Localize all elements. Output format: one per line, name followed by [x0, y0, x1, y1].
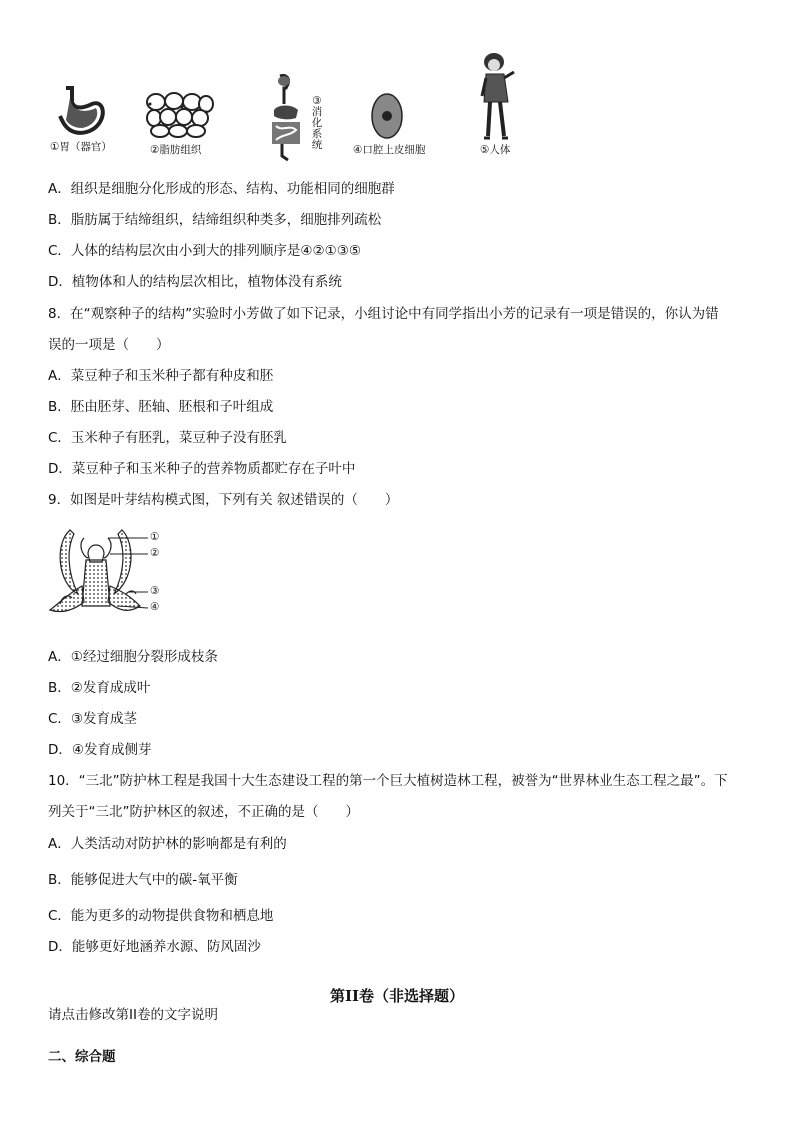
fat-tissue-label: ②脂肪组织 [150, 144, 202, 156]
q10-option-d: D．能够更好地涵养水源、防风固沙 [48, 939, 261, 955]
q7-option-d: D．植物体和人的结构层次相比，植物体没有系统 [48, 274, 342, 290]
q8-stem-line1: 8．在“观察种子的结构”实验时小芳做了如下记录，小组讨论中有同学指出小芳的记录有一项是错误的，你认为错 [48, 306, 719, 322]
q10-option-c: C．能为更多的动物提供食物和栖息地 [48, 908, 274, 924]
q10-stem-line2: 列关于“三北”防护林区的叙述，不正确的是（ ） [48, 804, 359, 820]
stomach-illustration [58, 86, 106, 138]
q9-option-c: C．③发育成茎 [48, 711, 138, 727]
digestive-label-4: 系 [311, 128, 323, 140]
human-figure-illustration [476, 52, 520, 142]
leaf-bud-label-4: ④ [150, 601, 160, 613]
q9-option-b: B．②发育成成叶 [48, 680, 151, 696]
q9-option-a: A．①经过细胞分裂形成枝条 [48, 649, 218, 665]
digestive-label-2: 消 [311, 106, 323, 118]
section-heading: 二、综合题 [48, 1049, 116, 1065]
q9-option-d: D．④发育成侧芽 [48, 742, 152, 758]
q8-option-b: B．胚由胚芽、胚轴、胚根和子叶组成 [48, 399, 274, 415]
q8-stem-line2: 误的一项是（ ） [48, 337, 170, 353]
digestive-label-3: 化 [311, 117, 323, 129]
q7-option-c: C．人体的结构层次由小到大的排列顺序是④②①③⑤ [48, 243, 361, 259]
epithelial-cell-label: ④口腔上皮细胞 [353, 144, 426, 156]
digestive-label-5: 统 [311, 139, 323, 151]
q10-option-a: A．人类活动对防护林的影响都是有利的 [48, 836, 287, 852]
stomach-label: ①胃（器官） [50, 141, 112, 153]
leaf-bud-label-1: ① [150, 531, 160, 543]
q8-option-c: C．玉米种子有胚乳，菜豆种子没有胚乳 [48, 430, 287, 446]
q9-stem: 9．如图是叶芽结构模式图，下列有关 叙述错误的（ ） [48, 492, 399, 508]
section-note: 请点击修改第II卷的文字说明 [48, 1007, 218, 1023]
fat-tissue-illustration [146, 92, 214, 138]
q8-option-d: D．菜豆种子和玉米种子的营养物质都贮存在子叶中 [48, 461, 356, 477]
q7-option-a: A．组织是细胞分化形成的形态、结构、功能相同的细胞群 [48, 181, 395, 197]
leaf-bud-label-2: ② [150, 547, 160, 559]
digestive-label-1: ③ [312, 95, 322, 107]
digestive-system-illustration [266, 74, 306, 162]
epithelial-cell-illustration [370, 92, 404, 140]
q8-option-a: A．菜豆种子和玉米种子都有种皮和胚 [48, 368, 274, 384]
q10-stem-line1: 10．“三北”防护林工程是我国十大生态建设工程的第一个巨大植树造林工程，被誉为“世界林业生态工程之最”。下 [48, 773, 728, 789]
leaf-bud-label-3: ③ [150, 585, 160, 597]
section-title: 第II卷（非选择题） [329, 987, 465, 1005]
q7-option-b: B．脂肪属于结缔组织，结缔组织种类多，细胞排列疏松 [48, 212, 382, 228]
q10-option-b: B．能够促进大气中的碳-氧平衡 [48, 872, 238, 888]
human-figure-label: ⑤人体 [480, 144, 511, 156]
